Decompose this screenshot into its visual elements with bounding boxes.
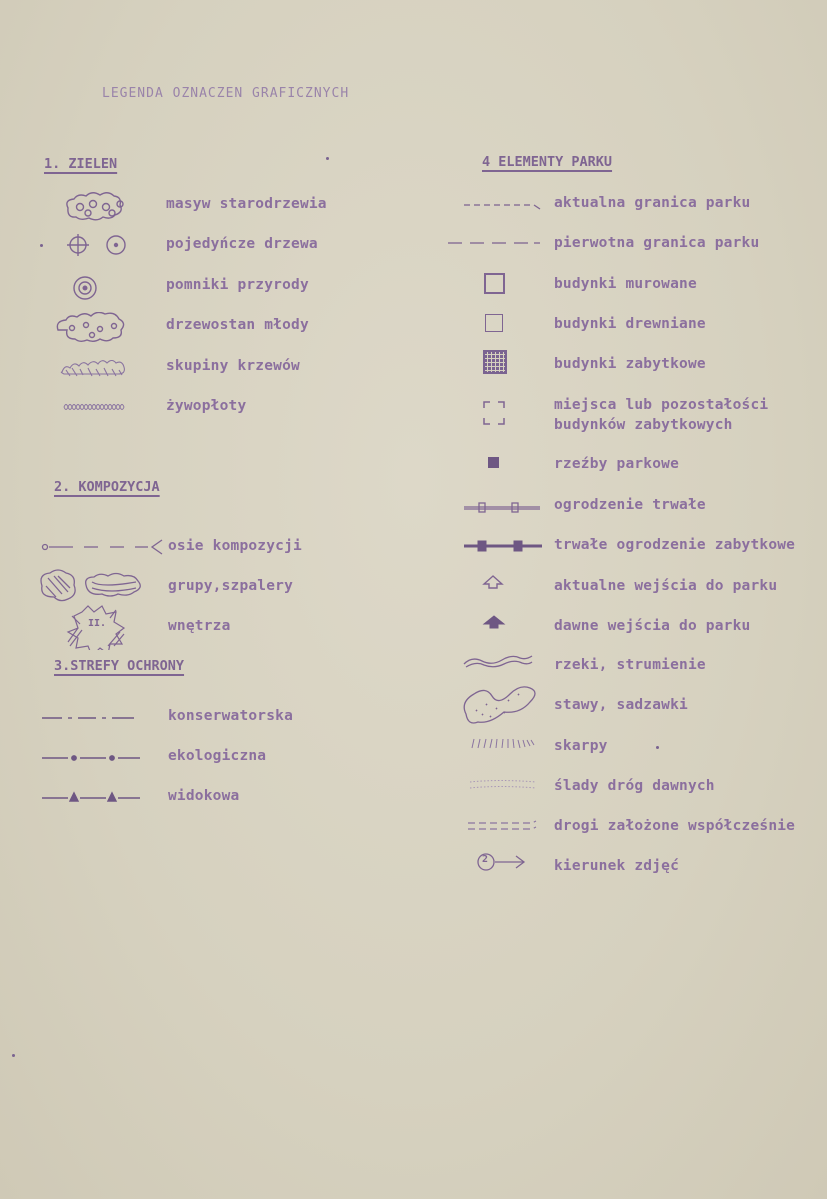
single-tree-icon: [64, 232, 134, 258]
brick-building-icon: [484, 273, 505, 294]
sculpture-icon: [488, 457, 499, 468]
legend-label: aktualne wejścia do parku: [554, 578, 778, 594]
stray-mark: [40, 244, 43, 247]
section-heading-kompozycja: 2. KOMPOZYCJA: [54, 479, 160, 495]
legend-label: ogrodzenie trwałe: [554, 497, 706, 513]
section-heading-elementy: 4 ELEMENTY PARKU: [482, 154, 613, 170]
legend-label: budynki murowane: [554, 276, 697, 292]
section-heading-zielen: 1. ZIELEN: [44, 156, 118, 172]
groups-rows-icon: [36, 568, 146, 604]
page-title: LEGENDA OZNACZEN GRAFICZNYCH: [102, 86, 350, 101]
stray-mark: [656, 746, 659, 749]
legend-label: drzewostan młody: [166, 317, 309, 333]
legend-label: żywopłoty: [166, 398, 247, 414]
section-heading-strefy: 3.STREFY OCHRONY: [54, 658, 185, 674]
legend-label: stawy, sadzawki: [554, 697, 688, 713]
legend-label: budynki drewniane: [554, 316, 706, 332]
original-boundary-icon: [446, 236, 542, 250]
legend-label: aktualna granica parku: [554, 195, 751, 211]
young-stand-icon: [52, 312, 130, 344]
triangle-line-icon: [40, 789, 144, 803]
historic-fence-icon: [462, 538, 544, 554]
legend-label: konserwatorska: [168, 708, 294, 724]
pond-icon: [460, 680, 540, 724]
former-entrance-icon: [482, 614, 506, 630]
legend-label: kierunek zdjęć: [554, 858, 680, 874]
dash-dot-line-icon: [40, 710, 140, 724]
legend-label: pojedyńcze drzewa: [166, 236, 318, 252]
dot-line-icon: [40, 750, 144, 764]
interiors-icon: [64, 602, 130, 650]
legend-label: osie kompozycji: [168, 538, 302, 554]
legend-label: widokowa: [168, 788, 240, 804]
legend-label: ekologiczna: [168, 748, 267, 764]
interior-number: II.: [88, 618, 107, 629]
legend-label: skarpy: [554, 738, 608, 754]
legend-label: grupy,szpalery: [168, 578, 294, 594]
shrub-group-icon: [60, 360, 128, 380]
legend-label: rzeki, strumienie: [554, 657, 706, 673]
nature-monument-icon: [70, 274, 100, 302]
composition-axis-icon: [40, 538, 168, 556]
building-remains-icon: [482, 400, 506, 426]
historic-building-icon: [483, 350, 507, 374]
current-boundary-icon: [462, 196, 544, 212]
escarpment-icon: [468, 735, 540, 751]
legend-label: budynki zabytkowe: [554, 356, 706, 372]
legend-label: masyw starodrzewia: [166, 196, 327, 212]
legend-label: pierwotna granica parku: [554, 235, 760, 251]
current-entrance-icon: [482, 574, 504, 590]
legend-label: pomniki przyrody: [166, 277, 309, 293]
stray-mark: [326, 157, 329, 160]
legend-label: trwałe ogrodzenie zabytkowe: [554, 537, 796, 553]
river-icon: [462, 652, 534, 670]
legend-label: wnętrza: [168, 618, 231, 634]
permanent-fence-icon: [462, 500, 542, 514]
wooden-building-icon: [485, 314, 503, 332]
legend-label: miejsca lub pozostałości: [554, 397, 769, 413]
photo-number: 2: [482, 854, 489, 865]
modern-roads-icon: [466, 818, 538, 834]
legend-label: skupiny krzewów: [166, 358, 300, 374]
legend-label: rzeźby parkowe: [554, 456, 680, 472]
legend-label-line2: budynków zabytkowych: [554, 417, 733, 433]
legend-label: ślady dróg dawnych: [554, 778, 715, 794]
legend-label: drogi założone współcześnie: [554, 818, 796, 834]
old-road-traces-icon: [468, 778, 540, 792]
stray-mark: [12, 1054, 15, 1057]
tree-mass-icon: [60, 192, 136, 222]
photo-direction-icon: [474, 850, 534, 874]
hedge-icon: [62, 401, 126, 413]
legend-label: dawne wejścia do parku: [554, 618, 751, 634]
